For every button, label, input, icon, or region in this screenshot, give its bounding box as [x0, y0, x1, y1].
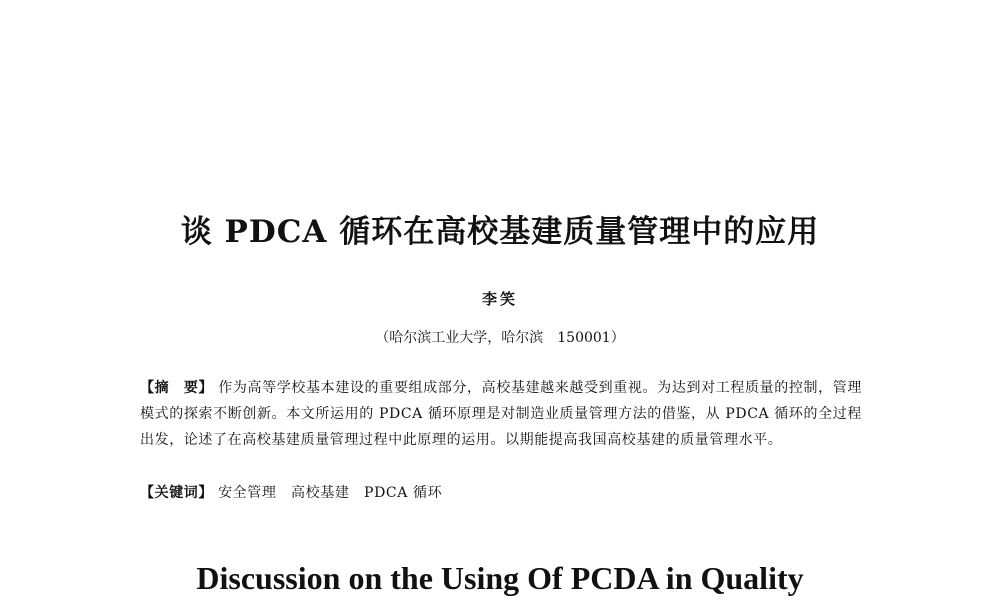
author-affiliation: （哈尔滨工业大学，哈尔滨 150001） — [375, 330, 625, 346]
english-title: Discussion on the Using Of PCDA in Quality — [196, 560, 804, 596]
abstract-text: 作为高等学校基本建设的重要组成部分，高校基建越来越受到重视。为达到对工程质量的控制，管理模式的探索不断创新。本文所运用的 PDCA 循环原理是对制造业质量管理方法的借鉴，从 PDCA 循环的全过程出发，论述了在高校基建质量管理过程中此原理的运用。以期能提高我国高校基建的质量管理水平。 — [140, 380, 862, 448]
abstract-paragraph — [140, 375, 862, 453]
chinese-title: 谈 PDCA 循环在高校基建质量管理中的应用 — [180, 214, 820, 250]
author-name: 李笑 — [481, 290, 518, 308]
abstract-label: 【摘 要】 — [140, 380, 214, 396]
keywords-text: 安全管理 高校基建 PDCA 循环 — [218, 485, 443, 501]
keywords-line — [140, 480, 862, 506]
keywords-label: 【关键词】 — [140, 485, 213, 501]
